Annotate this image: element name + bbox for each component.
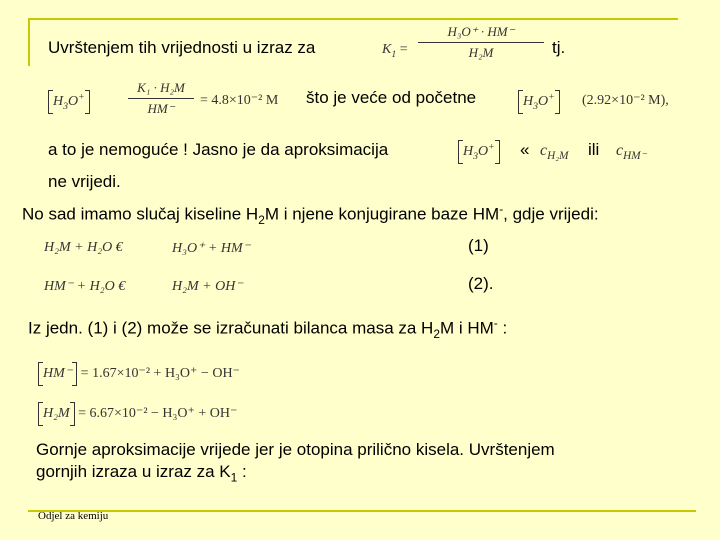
mass-balance-text: Iz jedn. (1) i (2) može se izračunati bilanca masa za $H_2M$ i HM- :: [28, 316, 508, 342]
c-h2m: $c_{H_2M}$: [540, 142, 569, 163]
h3o-approx-bracket: $H_3O^+$: [458, 140, 500, 164]
eq2-lhs: HM⁻ + H₂O €: [44, 279, 126, 294]
footer-department: Odjel za kemiju: [38, 510, 109, 522]
tj-text: tj.: [552, 38, 566, 57]
frame-left-line: [28, 18, 30, 66]
ratio-numerator: K₁ · H₂M: [137, 80, 185, 95]
eq2-label: (2).: [468, 274, 494, 293]
eq2-rhs: H₂M + OH⁻: [172, 279, 243, 294]
intro-text: Uvrštenjem tih vrijednosti u izraz za: [48, 38, 316, 57]
approximation-text: a to je nemoguće ! Jasno je da aproksimacija: [48, 140, 389, 159]
k1-lhs: $K_1$ =: [382, 42, 408, 60]
acid-base-text: No sad imamo slučaj kiseline $H_2M$ i njene konjugirane baze HM-, gdje vrijedi:: [22, 202, 599, 228]
c-hm: $c_{HM^-}$: [616, 142, 647, 163]
h3o-initial-bracket: $H_3O^+$: [518, 90, 560, 114]
k1-denominator: H₂M: [468, 45, 494, 60]
much-less-symbol: «: [520, 140, 530, 159]
h3o-value: = 4.8×10⁻² M: [200, 93, 279, 108]
eq1-rhs: H₃O⁺ + HM⁻: [172, 241, 251, 256]
eq1-label: (1): [468, 236, 489, 255]
hm-balance: HM⁻ = 1.67×10⁻² + H₃O⁺ − OH⁻: [38, 362, 240, 386]
ratio-denominator: HM⁻: [147, 101, 175, 116]
k1-fraction: [418, 24, 544, 61]
h2m-balance: H₂M = 6.67×10⁻² − H₃O⁺ + OH⁻: [38, 402, 237, 426]
k1-numerator: H₃O⁺ · HM⁻: [447, 24, 515, 39]
ratio-fraction: [128, 80, 194, 117]
frame-top-line: [28, 18, 678, 20]
ne-vrijedi-text: ne vrijedi.: [48, 172, 121, 191]
substitution-text: gornjih izraza u izraz za $K_1$ :: [36, 462, 247, 485]
initial-value: (2.92×10⁻² M),: [582, 93, 669, 108]
ili-text: ili: [588, 140, 600, 159]
frame-bottom-line: [28, 510, 696, 512]
h3o-bracket: $H_3O^+$: [48, 90, 90, 114]
comparison-text: što je veće od početne: [306, 88, 477, 107]
eq1-lhs: H₂M + H₂O €: [44, 240, 123, 255]
conclusion-text: Gornje aproksimacije vrijede jer je otopina prilično kisela. Uvrštenjem: [36, 440, 555, 459]
